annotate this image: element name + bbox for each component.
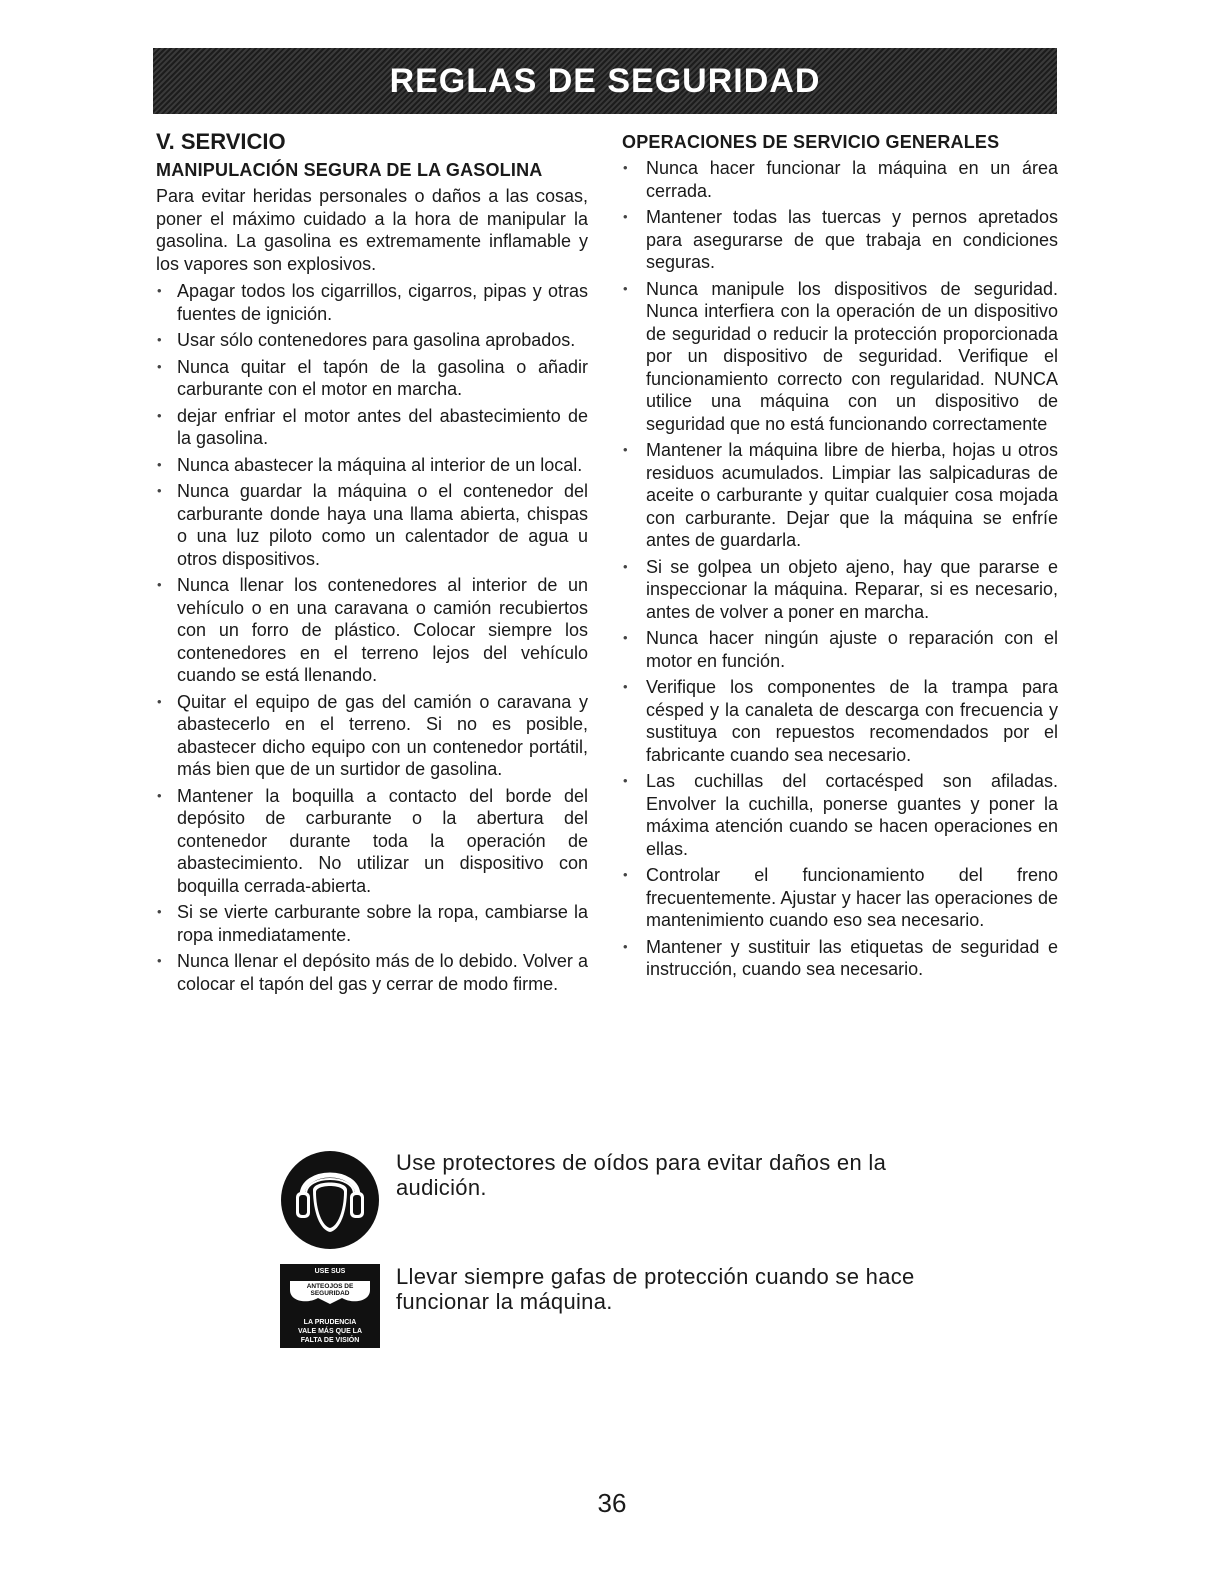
goggles-label-line: ANTEOJOS DE	[306, 1283, 354, 1290]
goggles-label-line: SEGURIDAD	[310, 1290, 350, 1297]
gasoline-safety-list	[156, 280, 588, 995]
list-item: • dejar enfriar el motor antes del abastecimiento de la gasolina.	[156, 405, 588, 450]
list-item: • Nunca abastecer la máquina al interior de un local.	[156, 454, 588, 477]
list-item: • Apagar todos los cigarrillos, cigarros, pipas y otras fuentes de ignición.	[156, 280, 588, 325]
list-item: • Mantener la máquina libre de hierba, hojas u otros residuos acumulados. Limpiar las salpicaduras de aceite o carburante y quitar cualquier cosa mojada con carburante. Dejar que la máquina se enfríe antes de guardarla.	[622, 439, 1058, 552]
goggles-text: Llevar siempre gafas de protección cuando se hace funcionar la máquina.	[396, 1264, 915, 1314]
safety-goggles-icon	[280, 1264, 380, 1353]
list-item: • Mantener y sustituir las etiquetas de seguridad e instrucción, cuando sea necesario.	[622, 936, 1058, 981]
right-column	[622, 130, 1058, 985]
list-item: • Quitar el equipo de gas del camión o caravana y abastecerlo en el terreno. Si no es posible, abastecer dicho equipo con un contenedor portátil, más bien que de un surtidor de gasolina.	[156, 691, 588, 781]
section-title-servicio: V. SERVICIO	[156, 129, 286, 154]
list-item: • Controlar el funcionamiento del freno frecuentemente. Ajustar y hacer las operaciones de mantenimiento cuando eso sea necesario.	[622, 864, 1058, 932]
left-column	[156, 130, 588, 999]
list-item: • Nunca llenar los contenedores al interior de un vehículo o en una caravana o camión recubiertos con un forro de plástico. Colocar siempre los contenedores en el terreno lejos del vehículo cuando se está llenando.	[156, 574, 588, 687]
goggles-label-line: VALE MÁS QUE LA	[297, 1328, 363, 1335]
ear-protection-icon	[280, 1150, 380, 1255]
list-item: • Si se golpea un objeto ajeno, hay que pararse e inspeccionar la máquina. Reparar, si es necesario, antes de volver a poner en marcha.	[622, 556, 1058, 624]
list-item: • Mantener todas las tuercas y pernos apretados para asegurarse de que trabaja en condiciones seguras.	[622, 206, 1058, 274]
subsection-title-gasolina: MANIPULACIÓN SEGURA DE LA GASOLINA	[156, 160, 543, 180]
list-item: • Mantener la boquilla a contacto del borde del depósito de carburante o la abertura del contenedor durante toda la operación de abastecimiento. No utilizar un dispositivo con boquilla cerrada-abierta.	[156, 785, 588, 898]
list-item: • Usar sólo contenedores para gasolina aprobados.	[156, 329, 588, 352]
list-item: • Nunca llenar el depósito más de lo debido. Volver a colocar el tapón del gas y cerrar de modo firme.	[156, 950, 588, 995]
list-item: • Las cuchillas del cortacésped son afiladas. Envolver la cuchilla, ponerse guantes y poner la máxima atención cuando se hacen operaciones en ellas.	[622, 770, 1058, 860]
ear-protection-notice	[280, 1150, 956, 1255]
list-item: • Verifique los componentes de la trampa para césped y la canaleta de descarga con frecuencia y sustituya con repuestos recomendados por el fabricante cuando sea necesario.	[622, 676, 1058, 766]
ear-protection-text: Use protectores de oídos para evitar daños en la audición.	[396, 1150, 887, 1200]
service-operations-list	[622, 157, 1058, 981]
intro-paragraph: Para evitar heridas personales o daños a las cosas, poner el máximo cuidado a la hora de manipular la gasolina. La gasolina es extremamente inflamable y los vapores son explosivos.	[156, 186, 588, 274]
section-title-operaciones: OPERACIONES DE SERVICIO GENERALES	[622, 132, 1000, 152]
goggles-label-line: LA PRUDENCIA	[303, 1319, 357, 1326]
list-item: • Nunca hacer funcionar la máquina en un área cerrada.	[622, 157, 1058, 202]
list-item: • Nunca hacer ningún ajuste o reparación con el motor en función.	[622, 627, 1058, 672]
list-item: • Si se vierte carburante sobre la ropa, cambiarse la ropa inmediatamente.	[156, 901, 588, 946]
goggles-label-line: USE SUS	[314, 1268, 346, 1275]
list-item: • Nunca manipule los dispositivos de seguridad. Nunca interfiera con la operación de un dispositivo de seguridad o reducir la protección proporcionada por un dispositivo de seguridad. Verifique el funcionamiento correcto con regularidad. NUNCA utilice una máquina con un dispositivo de seguridad que no está funcionando correctamente	[622, 278, 1058, 436]
list-item: • Nunca guardar la máquina o el contenedor del carburante donde haya una llama abierta, chispas o una luz piloto como un calentador de agua u otros dispositivos.	[156, 480, 588, 570]
page-title: REGLAS DE SEGURIDAD	[389, 61, 821, 100]
goggles-notice	[280, 1264, 956, 1353]
header-banner	[153, 48, 1057, 114]
page-number: 36	[597, 1488, 627, 1518]
list-item: • Nunca quitar el tapón de la gasolina o añadir carburante con el motor en marcha.	[156, 356, 588, 401]
goggles-label-line: FALTA DE VISIÓN	[300, 1337, 360, 1344]
